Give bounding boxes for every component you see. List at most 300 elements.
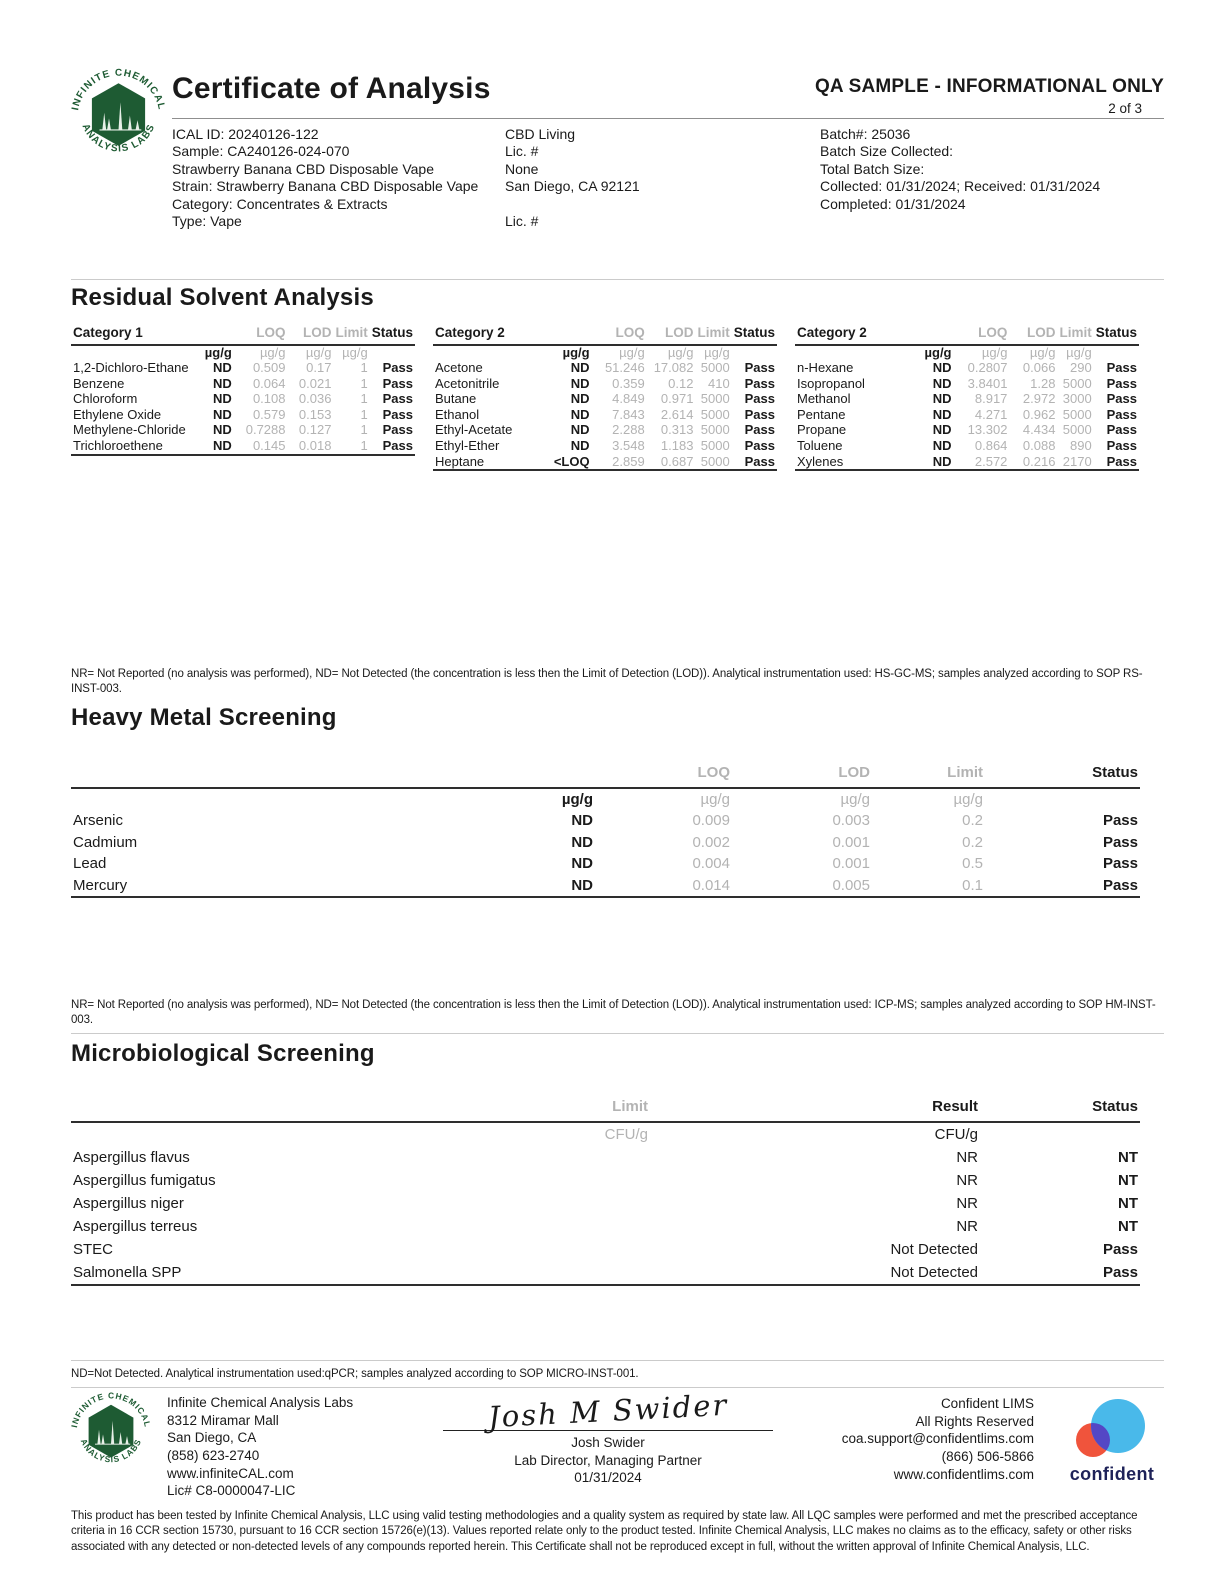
column-header-category: Category 2 [433, 325, 592, 345]
column-header-status: Status [732, 325, 777, 345]
units-loq: µg/g [259, 345, 286, 361]
organism-result: NR [956, 1172, 978, 1190]
analyte-lod: 0.127 [298, 422, 332, 438]
batch-info-line: Batch#: 25036 [820, 126, 911, 142]
units-lod: µg/g [840, 790, 870, 808]
signature-date: 01/31/2024 [574, 1470, 642, 1486]
units-limit: µg/g [342, 345, 368, 361]
solvent-table-category-2b [795, 325, 1139, 471]
batch-info-line: Total Batch Size: [820, 160, 925, 177]
header-divider [172, 118, 1164, 119]
analyte-limit: 1 [360, 360, 368, 376]
metal-amount: ND [571, 812, 593, 830]
analyte-status: Pass [744, 438, 775, 453]
solvent-row [433, 360, 777, 376]
analyte-loq: 2.572 [974, 453, 1008, 469]
metal-limit: 0.2 [962, 812, 983, 830]
client-info-line [505, 196, 820, 213]
micro-row [71, 1261, 1140, 1285]
organism-name: Aspergillus fumigatus [73, 1172, 216, 1190]
units-amount: µg/g [561, 790, 593, 808]
metal-name: Cadmium [73, 833, 138, 851]
analyte-name: Ethyl-Ether [435, 438, 500, 453]
column-header-limit: Limit [695, 325, 731, 345]
analyte-loq: 0.509 [252, 360, 286, 376]
client-info-line: San Diego, CA 92121 [505, 178, 640, 195]
metal-lod: 0.005 [832, 876, 870, 894]
units-loq: µg/g [700, 790, 730, 808]
lab-contact-line: San Diego, CA [167, 1430, 257, 1446]
column-header-status: Status [370, 325, 415, 345]
analyte-limit: 5000 [700, 422, 730, 438]
analyte-status: Pass [382, 438, 413, 453]
client-info-line: Lic. # [505, 213, 539, 230]
analyte-status: Pass [382, 391, 413, 407]
analyte-amount: ND [213, 422, 232, 438]
analyte-status: Pass [1106, 360, 1137, 376]
solvent-row [433, 422, 777, 438]
metal-loq: 0.004 [692, 855, 730, 873]
organism-limit [541, 1192, 650, 1215]
analyte-name: Acetonitrile [435, 375, 500, 391]
sample-info-line: Category: Concentrates & Extracts [172, 195, 388, 212]
analyte-loq: 2.288 [612, 422, 645, 438]
analyte-amount: ND [213, 406, 232, 422]
analyte-amount: ND [570, 360, 590, 376]
analyte-name: Xylenes [797, 453, 844, 469]
organism-name: Aspergillus terreus [73, 1218, 198, 1236]
signer-name: Josh Swider [571, 1435, 645, 1451]
metal-loq: 0.009 [692, 812, 730, 830]
analyte-limit: 5000 [700, 406, 730, 422]
analyte-limit: 1 [360, 422, 368, 438]
organism-status: Pass [1102, 1264, 1138, 1282]
analyte-amount: ND [932, 453, 952, 469]
qa-banner: QA SAMPLE - INFORMATIONAL ONLY [814, 76, 1164, 97]
micro-row [71, 1169, 1140, 1192]
organism-result: NR [956, 1149, 978, 1167]
heavy-metals-note: NR= Not Reported (no analysis was performed), ND= Not Detected (the concentration is less then the Limit of Detection (LOD)). Analytical instrumentation used: ICP-MS; samples analyzed according to SOP HM-INST-003. [71, 999, 1156, 1027]
units-limit: CFU/g [604, 1126, 648, 1144]
analyte-lod: 0.971 [660, 391, 694, 407]
sample-header-info [172, 126, 1164, 230]
metal-limit: 0.5 [962, 855, 983, 873]
solvent-row [71, 391, 415, 407]
lab-contact-line: Lic# C8-0000047-LIC [167, 1483, 296, 1499]
organism-limit [541, 1169, 650, 1192]
svg-text:confident: confident [1069, 1464, 1155, 1485]
document-footer [71, 1387, 1164, 1500]
analyte-amount: ND [932, 391, 952, 407]
heavy-metal-row [71, 853, 1140, 875]
analyte-lod: 1.28 [1030, 375, 1056, 391]
analyte-limit: 3000 [1062, 391, 1092, 407]
heavy-metal-row [71, 875, 1140, 898]
analyte-lod: 0.066 [1022, 360, 1056, 376]
analyte-limit: 5000 [700, 453, 730, 469]
solvent-row [433, 376, 777, 392]
column-header-loq: LOQ [592, 325, 647, 345]
analyte-lod: 0.021 [298, 375, 332, 391]
analyte-status: Pass [382, 406, 413, 422]
solvent-row [433, 438, 777, 454]
analyte-limit: 410 [708, 375, 730, 391]
units-amount: µg/g [924, 345, 952, 361]
organism-status: Pass [1102, 1241, 1138, 1259]
analyte-status: Pass [744, 453, 775, 469]
analyte-name: Toluene [797, 438, 843, 453]
analyte-limit: 1 [360, 391, 368, 407]
column-header-lod: LOD [732, 762, 872, 788]
metal-limit: 0.2 [962, 833, 983, 851]
analyte-amount: ND [932, 360, 952, 376]
sample-info-column [172, 126, 505, 230]
heavy-metal-row [71, 832, 1140, 854]
analyte-name: Ethyl-Acetate [435, 422, 513, 438]
analyte-status: Pass [382, 375, 413, 391]
batch-info-line: Collected: 01/31/2024; Received: 01/31/2024 [820, 178, 1101, 195]
metal-status: Pass [1102, 876, 1138, 894]
metal-limit: 0.1 [962, 876, 983, 894]
analyte-loq: 0.864 [974, 438, 1008, 453]
analyte-loq: 51.246 [604, 360, 645, 376]
column-header-loq: LOQ [595, 762, 732, 788]
page-title: Certificate of Analysis [172, 72, 491, 105]
residual-solvents-note: NR= Not Reported (no analysis was performed), ND= Not Detected (the concentration is less then the Limit of Detection (LOD)). Analytical instrumentation used: HS-GC-MS; samples analyzed according to SOP RS-INST-003. [71, 668, 1143, 696]
analyte-name: Acetone [435, 360, 483, 376]
column-header-status: Status [985, 762, 1140, 788]
analyte-limit: 1 [360, 438, 368, 453]
analyte-lod: 0.313 [660, 422, 694, 438]
lab-contact-block [71, 1392, 443, 1500]
sample-info-line: Strawberry Banana CBD Disposable Vape [172, 160, 434, 177]
analyte-amount: ND [932, 406, 952, 422]
analyte-amount: ND [570, 422, 590, 438]
metal-status: Pass [1102, 833, 1138, 851]
column-header-lod: LOD [1009, 325, 1057, 345]
analyte-limit: 5000 [700, 360, 730, 376]
analyte-lod: 0.036 [298, 391, 332, 407]
organism-limit [541, 1238, 650, 1261]
analyte-name: Butane [435, 391, 477, 407]
lims-contact-line: Confident LIMS [940, 1396, 1034, 1412]
analyte-loq: 0.2807 [967, 360, 1008, 376]
analyte-status: Pass [382, 360, 413, 376]
sample-info-line: ICAL ID: 20240126-122 [172, 126, 319, 142]
batch-info-line: Batch Size Collected: [820, 143, 954, 160]
analyte-amount: ND [570, 406, 590, 422]
analyte-status: Pass [1106, 391, 1137, 407]
lab-contact-line: www.infiniteCAL.com [167, 1465, 294, 1481]
metal-lod: 0.003 [832, 812, 870, 830]
lab-contact-line: (858) 623-2740 [167, 1447, 260, 1463]
solvent-row [71, 438, 415, 455]
analyte-loq: 3.8401 [967, 375, 1008, 391]
units-limit: µg/g [704, 345, 730, 361]
sample-info-line: Strain: Strawberry Banana CBD Disposable Vape [172, 178, 479, 195]
sample-info-line: Sample: CA240126-024-070 [172, 143, 350, 160]
lims-contact-lines [842, 1392, 1034, 1488]
metal-lod: 0.001 [832, 833, 870, 851]
analyte-name: Propane [797, 422, 847, 438]
analyte-loq: 2.859 [612, 453, 645, 469]
organism-status: NT [1118, 1218, 1138, 1236]
column-header-lod: LOD [647, 325, 696, 345]
organism-name: Aspergillus niger [73, 1195, 184, 1213]
solvent-row [795, 360, 1139, 376]
organism-limit [541, 1146, 650, 1169]
solvent-row [795, 422, 1139, 438]
section-residual-solvents [71, 279, 1164, 697]
infinite-chemical-logo-icon [71, 68, 166, 163]
client-info-column [505, 126, 820, 230]
metal-status: Pass [1102, 812, 1138, 830]
residual-solvents-title: Residual Solvent Analysis [71, 284, 374, 312]
analyte-loq: 7.843 [612, 406, 645, 422]
micro-row [71, 1146, 1140, 1169]
analyte-limit: 1 [360, 406, 368, 422]
analyte-limit: 5000 [1062, 375, 1092, 391]
heavy-metals-title: Heavy Metal Screening [71, 704, 337, 732]
analyte-limit: 2170 [1062, 453, 1092, 469]
metal-amount: ND [571, 833, 593, 851]
micro-row [71, 1192, 1140, 1215]
analyte-lod: 0.17 [306, 360, 332, 376]
analyte-loq: 0.359 [612, 375, 645, 391]
analyte-amount: ND [570, 438, 590, 453]
analyte-lod: 0.153 [298, 406, 332, 422]
metal-amount: ND [571, 855, 593, 873]
client-info-line: CBD Living [505, 126, 576, 142]
organism-name: Salmonella SPP [73, 1264, 182, 1282]
page-number: 2 of 3 [1108, 101, 1142, 116]
infinite-chemical-logo-icon [71, 1392, 151, 1472]
units-result: CFU/g [934, 1126, 978, 1144]
column-header-loq: LOQ [954, 325, 1010, 345]
solvent-row [433, 454, 777, 471]
analyte-loq: 0.064 [252, 375, 286, 391]
column-header-category: Category 1 [71, 325, 234, 345]
client-info-line: None [505, 160, 539, 177]
analyte-name: Chloroform [73, 391, 138, 407]
lims-contact-line: coa.support@confidentlims.com [841, 1431, 1034, 1447]
analyte-loq: 4.849 [612, 391, 645, 407]
signer-role: Lab Director, Managing Partner [514, 1452, 702, 1468]
analyte-name: 1,2-Dichloro-Ethane [73, 360, 189, 376]
lims-contact-line: www.confidentlims.com [893, 1466, 1034, 1482]
metal-amount: ND [571, 876, 593, 894]
signature-script: Josh M Swider [487, 1387, 729, 1435]
analyte-amount: ND [213, 375, 232, 391]
analyte-loq: 0.108 [252, 391, 286, 407]
section-microbiological [71, 1033, 1164, 1286]
column-header-status: Status [980, 1095, 1140, 1122]
lab-contact-line: Infinite Chemical Analysis Labs [167, 1395, 354, 1411]
solvent-row [71, 376, 415, 392]
solvent-row [795, 376, 1139, 392]
analyte-status: Pass [744, 360, 775, 376]
analyte-name: Isopropanol [797, 375, 865, 391]
analyte-limit: 290 [1070, 360, 1092, 376]
analyte-status: Pass [1106, 375, 1137, 391]
organism-status: NT [1118, 1172, 1138, 1190]
microbiological-title: Microbiological Screening [71, 1040, 375, 1068]
analyte-name: Methylene-Chloride [73, 422, 186, 438]
metal-loq: 0.014 [692, 876, 730, 894]
solvent-tables [71, 325, 1140, 471]
batch-info-column [820, 126, 1164, 230]
analyte-amount: <LOQ [553, 453, 590, 469]
column-header-limit: Limit [1057, 325, 1093, 345]
units-limit: µg/g [1066, 345, 1092, 361]
analyte-amount: ND [932, 438, 952, 453]
column-header-limit: Limit [541, 1095, 650, 1122]
lab-contact-lines [167, 1392, 353, 1500]
analyte-amount: ND [213, 391, 232, 407]
analyte-amount: ND [932, 375, 952, 391]
units-lod: µg/g [667, 345, 694, 361]
analyte-loq: 0.145 [252, 438, 286, 453]
analyte-lod: 2.614 [660, 406, 694, 422]
organism-limit [541, 1261, 650, 1285]
column-header-lod: LOD [288, 325, 334, 345]
batch-info-line: Completed: 01/31/2024 [820, 195, 966, 212]
analyte-lod: 4.434 [1022, 422, 1056, 438]
solvent-row [71, 422, 415, 438]
analyte-status: Pass [1106, 406, 1137, 422]
solvent-row [433, 391, 777, 407]
solvent-row [795, 407, 1139, 423]
confident-lims-logo-icon [1060, 1392, 1164, 1488]
section-divider [71, 1033, 1164, 1034]
analyte-limit: 5000 [700, 438, 730, 453]
analyte-lod: 0.12 [668, 375, 694, 391]
analyte-lod: 0.687 [660, 453, 694, 469]
analyte-status: Pass [1106, 453, 1137, 469]
organism-result: Not Detected [890, 1241, 978, 1259]
solvent-table-category-1 [71, 325, 415, 455]
analyte-amount: ND [570, 375, 590, 391]
solvent-row [71, 407, 415, 423]
sample-info-line: Type: Vape [172, 213, 242, 230]
analyte-lod: 17.082 [653, 360, 694, 376]
analyte-status: Pass [744, 406, 775, 422]
lims-contact-line: All Rights Reserved [915, 1413, 1034, 1429]
lab-contact-line: 8312 Miramar Mall [167, 1412, 279, 1428]
analyte-amount: ND [570, 391, 590, 407]
metal-name: Lead [73, 855, 107, 873]
legal-disclaimer: This product has been tested by Infinite Chemical Analysis, LLC using valid testing methodologies and a quality system as required by state law. All LQC samples were performed and met the prescribed acceptance criteria in 16 CCR section 15730, pursuant to 16 CCR section 15726(e)(13). Values reported relate only to the product tested. Infinite Chemical Analysis, LLC makes no claims as to the efficacy, safety or other risks associated with any detected or non-detected levels of any compounds reported herein. This Certificate shall not be reproduced except in full, without the written approval of Infinite Chemical Analysis, LLC. [71, 1509, 1138, 1553]
solvent-row [433, 407, 777, 423]
micro-row [71, 1238, 1140, 1261]
client-info-line: Lic. # [505, 143, 539, 160]
analyte-status: Pass [1106, 422, 1137, 438]
footer-divider-bottom [71, 1387, 1164, 1388]
organism-status: NT [1118, 1195, 1138, 1213]
analyte-status: Pass [1106, 438, 1137, 453]
organism-name: STEC [73, 1241, 114, 1259]
solvent-row [795, 438, 1139, 454]
analyte-limit: 5000 [1062, 406, 1092, 422]
column-header-limit: Limit [333, 325, 369, 345]
analyte-name: Benzene [73, 375, 125, 391]
column-header-limit: Limit [872, 762, 985, 788]
analyte-name: Ethanol [435, 406, 480, 422]
analyte-lod: 2.972 [1022, 391, 1056, 407]
analyte-amount: ND [932, 422, 952, 438]
organism-status: NT [1118, 1149, 1138, 1167]
units-loq: µg/g [981, 345, 1008, 361]
organism-name: Aspergillus flavus [73, 1149, 190, 1167]
analyte-status: Pass [744, 375, 775, 391]
units-amount: µg/g [204, 345, 232, 361]
signature-block [443, 1387, 773, 1487]
analyte-loq: 0.579 [252, 406, 286, 422]
metal-lod: 0.001 [832, 855, 870, 873]
metal-name: Mercury [73, 876, 128, 894]
metal-loq: 0.002 [692, 833, 730, 851]
analyte-lod: 0.962 [1022, 406, 1056, 422]
analyte-loq: 4.271 [974, 406, 1008, 422]
solvent-row [71, 360, 415, 376]
solvent-row [795, 391, 1139, 407]
lims-contact-line: (866) 506-5866 [941, 1448, 1034, 1464]
analyte-name: Methanol [797, 391, 851, 407]
analyte-lod: 0.216 [1022, 453, 1056, 469]
units-loq: µg/g [619, 345, 645, 361]
column-header-status: Status [1094, 325, 1139, 345]
units-amount: µg/g [562, 345, 590, 361]
analyte-status: Pass [744, 391, 775, 407]
analyte-limit: 890 [1070, 438, 1092, 453]
analyte-name: Heptane [435, 453, 485, 469]
lims-block [773, 1392, 1164, 1488]
analyte-name: Ethylene Oxide [73, 406, 162, 422]
column-header-loq: LOQ [234, 325, 288, 345]
footer-divider-top [71, 1360, 1164, 1361]
analyte-limit: 5000 [700, 391, 730, 407]
microbiological-note: ND=Not Detected. Analytical instrumentation used:qPCR; samples analyzed according to SOP MICRO-INST-001. [71, 1368, 639, 1381]
micro-row [71, 1215, 1140, 1238]
analyte-amount: ND [213, 438, 232, 453]
analyte-status: Pass [744, 422, 775, 438]
organism-result: NR [956, 1218, 978, 1236]
section-heavy-metals [71, 704, 1164, 1028]
metal-name: Arsenic [73, 812, 124, 830]
analyte-name: Trichloroethene [73, 438, 163, 453]
units-lod: µg/g [1029, 345, 1056, 361]
organism-result: Not Detected [890, 1264, 978, 1282]
organism-limit [541, 1215, 650, 1238]
analyte-limit: 1 [360, 375, 368, 391]
analyte-lod: 1.183 [660, 438, 694, 453]
section-divider [71, 279, 1164, 280]
metal-status: Pass [1102, 855, 1138, 873]
document-header [71, 66, 1164, 230]
lab-logo [71, 66, 172, 168]
solvent-table-category-2a [433, 325, 777, 471]
units-lod: µg/g [305, 345, 332, 361]
analyte-name: Pentane [797, 406, 846, 422]
analyte-lod: 0.018 [298, 438, 332, 453]
column-header-category: Category 2 [795, 325, 954, 345]
heavy-metal-table [71, 762, 1140, 898]
analyte-limit: 5000 [1062, 422, 1092, 438]
organism-result: NR [956, 1195, 978, 1213]
analyte-loq: 13.302 [967, 422, 1008, 438]
microbiological-table [71, 1095, 1140, 1286]
analyte-status: Pass [382, 422, 413, 438]
